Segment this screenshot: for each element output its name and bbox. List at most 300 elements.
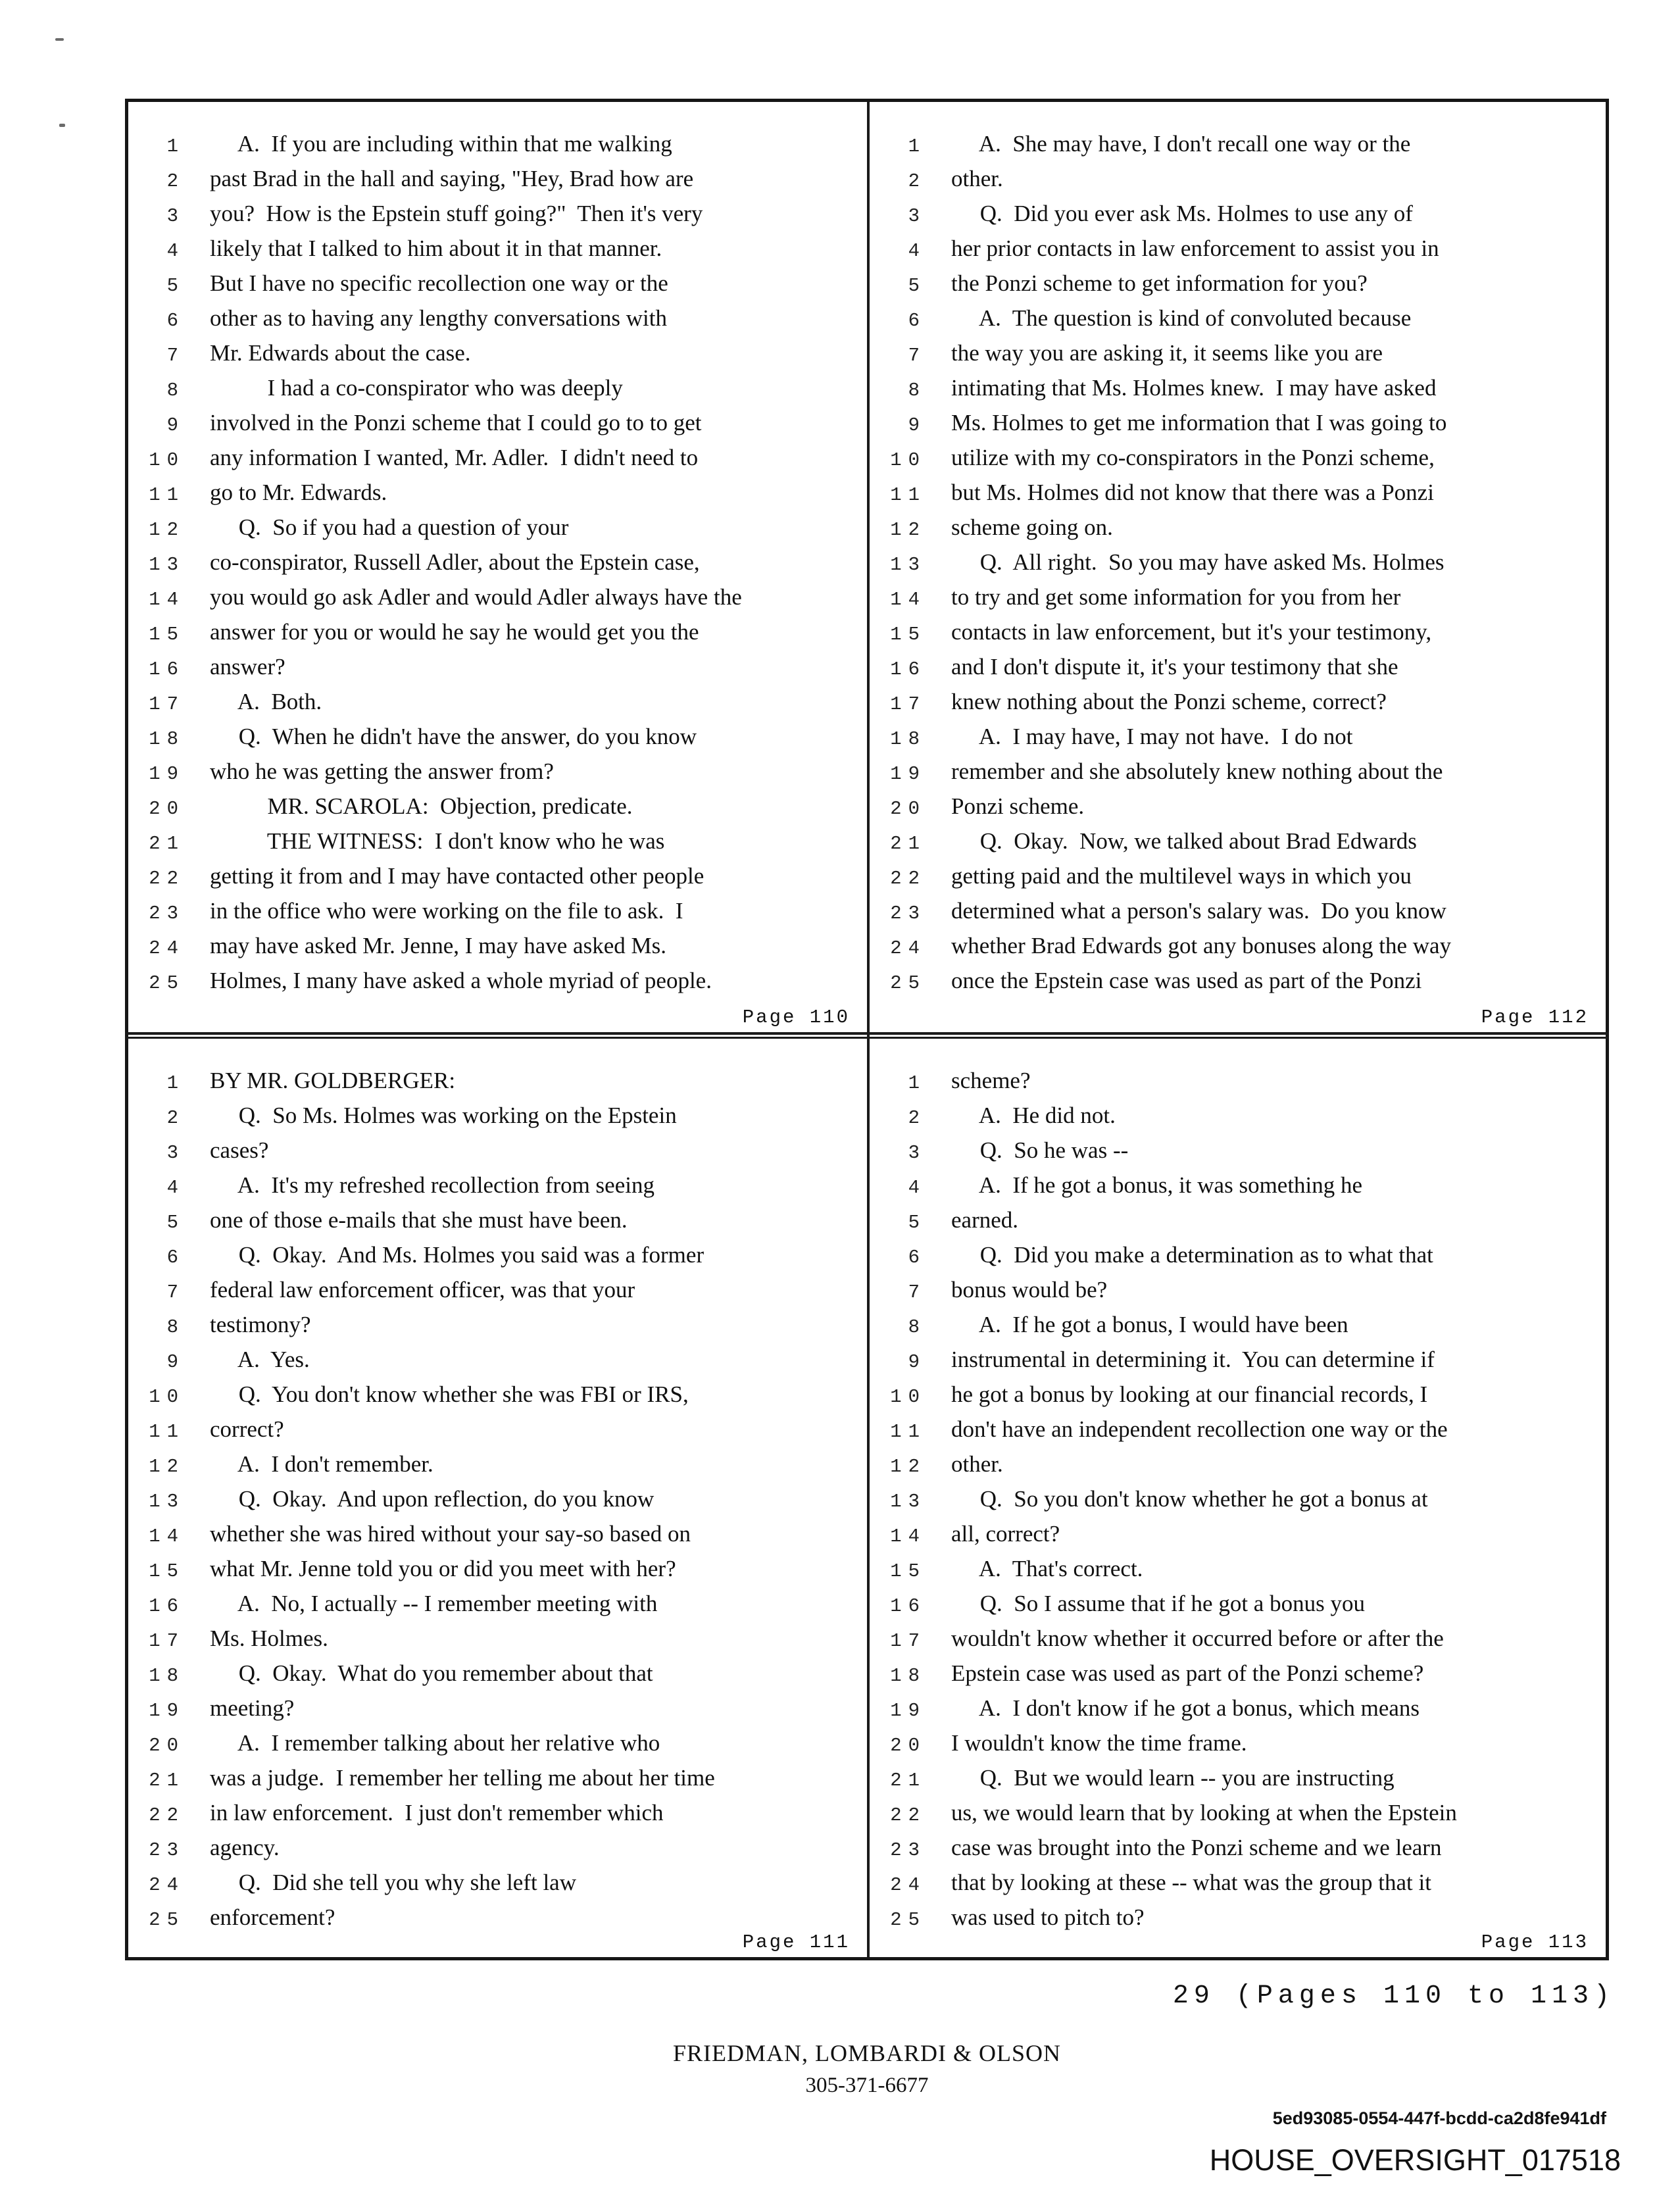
line-text: scheme? (951, 1068, 1031, 1093)
line-number: 11 (890, 484, 926, 506)
line-number: 12 (149, 1456, 185, 1478)
line-number: 22 (890, 1804, 926, 1826)
line-number: 24 (149, 1874, 185, 1896)
transcript-line (128, 655, 867, 690)
transcript-line (128, 1557, 867, 1592)
line-number: 9 (166, 414, 185, 436)
line-number: 23 (149, 903, 185, 924)
line-text: agency. (210, 1835, 280, 1860)
line-text: federal law enforcement officer, was that your (210, 1277, 635, 1303)
transcript-line (870, 1069, 1606, 1104)
line-text: to try and get some information for you from her (951, 584, 1401, 610)
line-list (870, 102, 1606, 1004)
line-text: A. The question is kind of convoluted because (951, 305, 1412, 331)
transcript-line (128, 341, 867, 376)
line-text: A. I remember talking about her relative who (210, 1730, 660, 1756)
line-text: Q. So if you had a question of your (210, 514, 569, 540)
line-number: 20 (890, 798, 926, 820)
transcript-line (870, 1731, 1606, 1766)
transcript-line (128, 1522, 867, 1557)
transcript-line (870, 1243, 1606, 1278)
line-number: 1 (166, 136, 185, 157)
line-text: getting paid and the multilevel ways in which you (951, 863, 1412, 889)
line-number: 18 (149, 728, 185, 750)
transcript-line (870, 307, 1606, 341)
transcript-line (870, 899, 1606, 934)
line-text: BY MR. GOLDBERGER: (210, 1068, 456, 1093)
line-text: was a judge. I remember her telling me about her time (210, 1765, 715, 1791)
transcript-line (128, 237, 867, 272)
bates-number: HOUSE_OVERSIGHT_017518 (1209, 2143, 1621, 2177)
line-text: one of those e-mails that she must have been. (210, 1207, 628, 1233)
line-text: Epstein case was used as part of the Ponzi scheme? (951, 1660, 1424, 1686)
transcript-line (870, 376, 1606, 411)
transcript-line (870, 1348, 1606, 1383)
line-text: MR. SCAROLA: Objection, predicate. (210, 793, 633, 819)
line-text: answer for you or would he say he would get you the (210, 619, 699, 645)
line-text: A. I don't remember. (210, 1451, 433, 1477)
transcript-line (128, 864, 867, 899)
line-number: 3 (908, 1142, 926, 1164)
line-text: Q. Okay. And Ms. Holmes you said was a former (210, 1242, 704, 1268)
line-text: but Ms. Holmes did not know that there was a Ponzi (951, 480, 1434, 505)
line-text: Q. When he didn't have the answer, do you know (210, 724, 697, 749)
transcript-line (128, 1592, 867, 1627)
court-reporter-firm: FRIEDMAN, LOMBARDI & OLSON (672, 2040, 1062, 2066)
line-number: 13 (149, 1491, 185, 1512)
transcript-line (870, 795, 1606, 830)
line-number: 4 (166, 1177, 185, 1199)
transcript-line (870, 864, 1606, 899)
transcript-line (870, 1522, 1606, 1557)
line-text: Q. Okay. And upon reflection, do you know (210, 1486, 655, 1512)
line-text: her prior contacts in law enforcement to assist you in (951, 236, 1439, 261)
line-number: 19 (149, 763, 185, 785)
transcript-line (870, 655, 1606, 690)
line-number: 6 (166, 1247, 185, 1268)
line-text: the Ponzi scheme to get information for you? (951, 270, 1368, 296)
line-number: 25 (890, 1909, 926, 1931)
transcript-line (870, 132, 1606, 167)
transcript-line (128, 1662, 867, 1697)
transcript-line (870, 1418, 1606, 1453)
transcript-line (128, 1243, 867, 1278)
line-number: 13 (890, 1491, 926, 1512)
line-number: 25 (149, 1909, 185, 1931)
transcript-line (128, 795, 867, 830)
line-number: 10 (149, 449, 185, 471)
line-text: scheme going on. (951, 514, 1113, 540)
transcript-line (870, 1592, 1606, 1627)
line-number: 11 (149, 1421, 185, 1443)
transcript-line (128, 411, 867, 446)
transcript-line (870, 202, 1606, 237)
line-number: 19 (149, 1700, 185, 1722)
line-number: 8 (908, 1316, 926, 1338)
line-text: Ponzi scheme. (951, 793, 1085, 819)
line-text: may have asked Mr. Jenne, I may have asked Ms. (210, 933, 666, 958)
line-text: Q. Okay. Now, we talked about Brad Edwards (951, 828, 1417, 854)
line-number: 12 (890, 1456, 926, 1478)
line-number: 6 (908, 310, 926, 332)
line-text: A. If he got a bonus, I would have been (951, 1312, 1348, 1337)
line-text: answer? (210, 654, 285, 680)
line-text: cases? (210, 1137, 269, 1163)
line-number: 22 (149, 1804, 185, 1826)
line-text: contacts in law enforcement, but it's your testimony, (951, 619, 1432, 645)
line-number: 14 (149, 589, 185, 610)
line-number: 15 (149, 624, 185, 645)
line-text: all, correct? (951, 1521, 1060, 1547)
transcript-line (870, 1278, 1606, 1313)
line-list (128, 1039, 867, 1941)
line-text: correct? (210, 1416, 284, 1442)
line-text: Q. You don't know whether she was FBI or IRS, (210, 1381, 689, 1407)
line-number: 5 (166, 1212, 185, 1233)
line-text: A. Yes. (210, 1347, 310, 1372)
line-text: A. If he got a bonus, it was something he (951, 1172, 1363, 1198)
line-number: 10 (890, 1386, 926, 1408)
line-number: 18 (890, 728, 926, 750)
line-text: earned. (951, 1207, 1019, 1233)
line-text: was used to pitch to? (951, 1904, 1145, 1930)
line-number: 24 (890, 1874, 926, 1896)
line-text: involved in the Ponzi scheme that I could go to to get (210, 410, 702, 435)
transcript-line (870, 969, 1606, 1004)
transcript-line (128, 690, 867, 725)
line-number: 1 (908, 136, 926, 157)
line-number: 17 (890, 1630, 926, 1652)
line-text: the way you are asking it, it seems like you are (951, 340, 1383, 366)
quadrant-page-113 (870, 1039, 1606, 1957)
transcript-line (870, 272, 1606, 307)
transcript-line (128, 202, 867, 237)
quadrant-page-110 (128, 102, 867, 1032)
line-number: 24 (890, 937, 926, 959)
line-number: 2 (908, 170, 926, 192)
line-text: Q. Did she tell you why she left law (210, 1870, 576, 1895)
transcript-line (128, 1174, 867, 1208)
line-text: Q. So he was -- (951, 1137, 1129, 1163)
line-text: once the Epstein case was used as part of the Ponzi (951, 968, 1422, 993)
line-text: co-conspirator, Russell Adler, about the Epstein case, (210, 549, 700, 575)
line-number: 21 (890, 1770, 926, 1791)
line-text: testimony? (210, 1312, 311, 1337)
line-number: 11 (149, 484, 185, 506)
transcript-line (128, 516, 867, 551)
line-text: Q. So Ms. Holmes was working on the Epstein (210, 1103, 677, 1128)
quadrant-page-112 (870, 102, 1606, 1032)
line-text: A. I may have, I may not have. I do not (951, 724, 1353, 749)
transcript-line (128, 481, 867, 516)
transcript-line (870, 1104, 1606, 1139)
transcript-line (870, 481, 1606, 516)
transcript-line (870, 551, 1606, 585)
line-number: 24 (149, 937, 185, 959)
line-number: 19 (890, 763, 926, 785)
line-text: and I don't dispute it, it's your testimony that she (951, 654, 1398, 680)
transcript-line (870, 934, 1606, 969)
quadrant-page-111 (128, 1039, 867, 1957)
transcript-line (870, 1453, 1606, 1487)
transcript-line (128, 1801, 867, 1836)
line-number: 7 (166, 1281, 185, 1303)
line-number: 13 (149, 554, 185, 576)
line-number: 16 (890, 658, 926, 680)
line-number: 12 (890, 519, 926, 541)
transcript-line (870, 1557, 1606, 1592)
transcript-line (128, 934, 867, 969)
line-text: intimating that Ms. Holmes knew. I may have asked (951, 375, 1437, 401)
transcript-line (870, 167, 1606, 202)
line-number: 15 (149, 1560, 185, 1582)
line-number: 23 (890, 903, 926, 924)
transcript-line (128, 1313, 867, 1348)
page-number-label: Page 110 (742, 1006, 850, 1028)
line-number: 10 (890, 449, 926, 471)
transcript-line (870, 1313, 1606, 1348)
line-text: I had a co-conspirator who was deeply (210, 375, 623, 401)
line-text: past Brad in the hall and saying, "Hey, Brad how are (210, 166, 694, 191)
transcript-line (128, 1139, 867, 1174)
transcript-line (128, 1487, 867, 1522)
line-number: 12 (149, 519, 185, 541)
line-number: 3 (166, 205, 185, 227)
line-number: 16 (890, 1595, 926, 1617)
line-number: 9 (166, 1351, 185, 1373)
line-text: A. No, I actually -- I remember meeting with (210, 1591, 658, 1616)
transcript-line (870, 585, 1606, 620)
document-id: 5ed93085-0554-447f-bcdd-ca2d8fe941df (1272, 2108, 1606, 2128)
line-number: 20 (890, 1735, 926, 1756)
transcript-line (870, 1627, 1606, 1662)
line-number: 7 (166, 345, 185, 366)
transcript-line (128, 1418, 867, 1453)
line-text: Q. Did you ever ask Ms. Holmes to use any of (951, 201, 1413, 226)
line-text: likely that I talked to him about it in that manner. (210, 236, 662, 261)
line-number: 4 (908, 240, 926, 262)
line-text: other. (951, 166, 1003, 191)
line-text: A. She may have, I don't recall one way or the (951, 131, 1411, 157)
line-text: Q. But we would learn -- you are instructing (951, 1765, 1395, 1791)
line-text: case was brought into the Ponzi scheme and we learn (951, 1835, 1442, 1860)
line-number: 14 (890, 1526, 926, 1547)
transcript-line (870, 760, 1606, 795)
transcript-line (870, 1487, 1606, 1522)
court-reporter-phone: 305-371-6677 (805, 2074, 929, 2097)
transcript-line (128, 551, 867, 585)
line-text: other. (951, 1451, 1003, 1477)
line-number: 8 (166, 1316, 185, 1338)
line-number: 19 (890, 1700, 926, 1722)
transcript-line (870, 446, 1606, 481)
line-text: bonus would be? (951, 1277, 1108, 1303)
line-number: 21 (149, 1770, 185, 1791)
line-text: instrumental in determining it. You can determine if (951, 1347, 1435, 1372)
transcript-line (870, 516, 1606, 551)
transcript-line (870, 237, 1606, 272)
transcript-line (128, 1278, 867, 1313)
scan-artifact (55, 38, 64, 41)
transcript-line (870, 341, 1606, 376)
line-text: But I have no specific recollection one way or the (210, 270, 668, 296)
transcript-line (870, 1383, 1606, 1418)
transcript-line (128, 1383, 867, 1418)
sheet-page-range: 29 (Pages 110 to 113) (1172, 1981, 1615, 2011)
line-number: 4 (166, 240, 185, 262)
line-text: Ms. Holmes. (210, 1626, 328, 1651)
line-text: Q. So I assume that if he got a bonus you (951, 1591, 1365, 1616)
transcript-line (128, 1208, 867, 1243)
line-number: 9 (908, 1351, 926, 1373)
line-text: what Mr. Jenne told you or did you meet with her? (210, 1556, 676, 1581)
transcript-line (870, 1801, 1606, 1836)
line-text: knew nothing about the Ponzi scheme, correct? (951, 689, 1387, 714)
line-text: you? How is the Epstein stuff going?" Then it's very (210, 201, 703, 226)
transcript-line (870, 1697, 1606, 1731)
transcript-line (128, 725, 867, 760)
vertical-divider (867, 102, 870, 1957)
line-number: 5 (908, 1212, 926, 1233)
line-text: A. It's my refreshed recollection from seeing (210, 1172, 655, 1198)
transcript-line (870, 690, 1606, 725)
line-number: 14 (890, 589, 926, 610)
transcript-line (128, 830, 867, 864)
transcript-line (128, 167, 867, 202)
line-number: 2 (166, 170, 185, 192)
line-number: 15 (890, 624, 926, 645)
line-number: 25 (149, 972, 185, 994)
line-text: A. He did not. (951, 1103, 1116, 1128)
line-number: 13 (890, 554, 926, 576)
line-text: whether Brad Edwards got any bonuses along the way (951, 933, 1452, 958)
transcript-line (128, 620, 867, 655)
transcript-line (870, 1871, 1606, 1906)
transcript-line (870, 620, 1606, 655)
transcript-line (128, 1453, 867, 1487)
transcript-line (128, 1766, 867, 1801)
line-number: 2 (908, 1107, 926, 1129)
line-number: 17 (890, 693, 926, 715)
line-number: 17 (149, 693, 185, 715)
transcript-line (128, 1348, 867, 1383)
line-text: he got a bonus by looking at our financial records, I (951, 1381, 1428, 1407)
transcript-line (870, 1174, 1606, 1208)
line-text: A. Both. (210, 689, 322, 714)
line-number: 9 (908, 414, 926, 436)
line-text: Holmes, I many have asked a whole myriad of people. (210, 968, 712, 993)
line-number: 16 (149, 1595, 185, 1617)
transcript-line (870, 411, 1606, 446)
line-text: meeting? (210, 1695, 295, 1721)
line-number: 5 (908, 275, 926, 297)
line-text: A. That's correct. (951, 1556, 1143, 1581)
line-text: in the office who were working on the file to ask. I (210, 898, 683, 924)
line-text: go to Mr. Edwards. (210, 480, 387, 505)
horizontal-divider (125, 1032, 1609, 1039)
line-number: 25 (890, 972, 926, 994)
line-text: that by looking at these -- what was the group that it (951, 1870, 1431, 1895)
transcript-line (128, 969, 867, 1004)
line-number: 14 (149, 1526, 185, 1547)
line-text: I wouldn't know the time frame. (951, 1730, 1247, 1756)
line-number: 7 (908, 1281, 926, 1303)
line-text: wouldn't know whether it occurred before or after the (951, 1626, 1444, 1651)
transcript-line (128, 1731, 867, 1766)
line-text: who he was getting the answer from? (210, 758, 554, 784)
line-number: 3 (908, 205, 926, 227)
line-number: 18 (890, 1665, 926, 1687)
line-number: 23 (890, 1839, 926, 1861)
transcript-line (870, 830, 1606, 864)
line-text: THE WITNESS: I don't know who he was (210, 828, 665, 854)
line-number: 6 (908, 1247, 926, 1268)
line-number: 22 (149, 868, 185, 889)
line-number: 21 (890, 833, 926, 855)
transcript-line (128, 1697, 867, 1731)
transcript-line (128, 132, 867, 167)
line-text: utilize with my co-conspirators in the Ponzi scheme, (951, 445, 1435, 470)
line-number: 15 (890, 1560, 926, 1582)
line-text: A. I don't know if he got a bonus, which means (951, 1695, 1420, 1721)
line-text: you would go ask Adler and would Adler always have the (210, 584, 742, 610)
transcript-line (870, 1766, 1606, 1801)
line-text: us, we would learn that by looking at when the Epstein (951, 1800, 1457, 1826)
line-number: 1 (908, 1072, 926, 1094)
line-text: other as to having any lengthy conversations with (210, 305, 667, 331)
line-text: don't have an independent recollection one way or the (951, 1416, 1448, 1442)
line-text: Q. So you don't know whether he got a bonus at (951, 1486, 1428, 1512)
transcript-line (128, 1836, 867, 1871)
line-text: Q. Okay. What do you remember about that (210, 1660, 653, 1686)
transcript-line (870, 1208, 1606, 1243)
line-number: 4 (908, 1177, 926, 1199)
line-text: Q. All right. So you may have asked Ms. Holmes (951, 549, 1445, 575)
line-number: 2 (166, 1107, 185, 1129)
line-text: A. If you are including within that me walking (210, 131, 672, 157)
transcript-line (128, 1104, 867, 1139)
transcript-line (870, 1662, 1606, 1697)
line-text: enforcement? (210, 1904, 335, 1930)
line-text: any information I wanted, Mr. Adler. I didn't need to (210, 445, 699, 470)
line-number: 23 (149, 1839, 185, 1861)
transcript-line (128, 585, 867, 620)
page-number-label: Page 113 (1481, 1931, 1589, 1953)
line-list (870, 1039, 1606, 1941)
transcript-line (128, 1069, 867, 1104)
line-number: 20 (149, 1735, 185, 1756)
transcript-line (128, 307, 867, 341)
line-number: 8 (166, 380, 185, 401)
line-number: 20 (149, 798, 185, 820)
line-number: 16 (149, 658, 185, 680)
transcript-line (870, 725, 1606, 760)
page-number-label: Page 112 (1481, 1006, 1589, 1028)
line-text: determined what a person's salary was. Do you know (951, 898, 1446, 924)
transcript-line (128, 1871, 867, 1906)
transcript-line (128, 760, 867, 795)
line-text: whether she was hired without your say-so based on (210, 1521, 691, 1547)
line-number: 21 (149, 833, 185, 855)
line-number: 7 (908, 345, 926, 366)
line-number: 3 (166, 1142, 185, 1164)
transcript-line (128, 446, 867, 481)
line-number: 10 (149, 1386, 185, 1408)
line-number: 5 (166, 275, 185, 297)
transcript-line (870, 1836, 1606, 1871)
line-number: 22 (890, 868, 926, 889)
line-text: in law enforcement. I just don't remember which (210, 1800, 664, 1826)
